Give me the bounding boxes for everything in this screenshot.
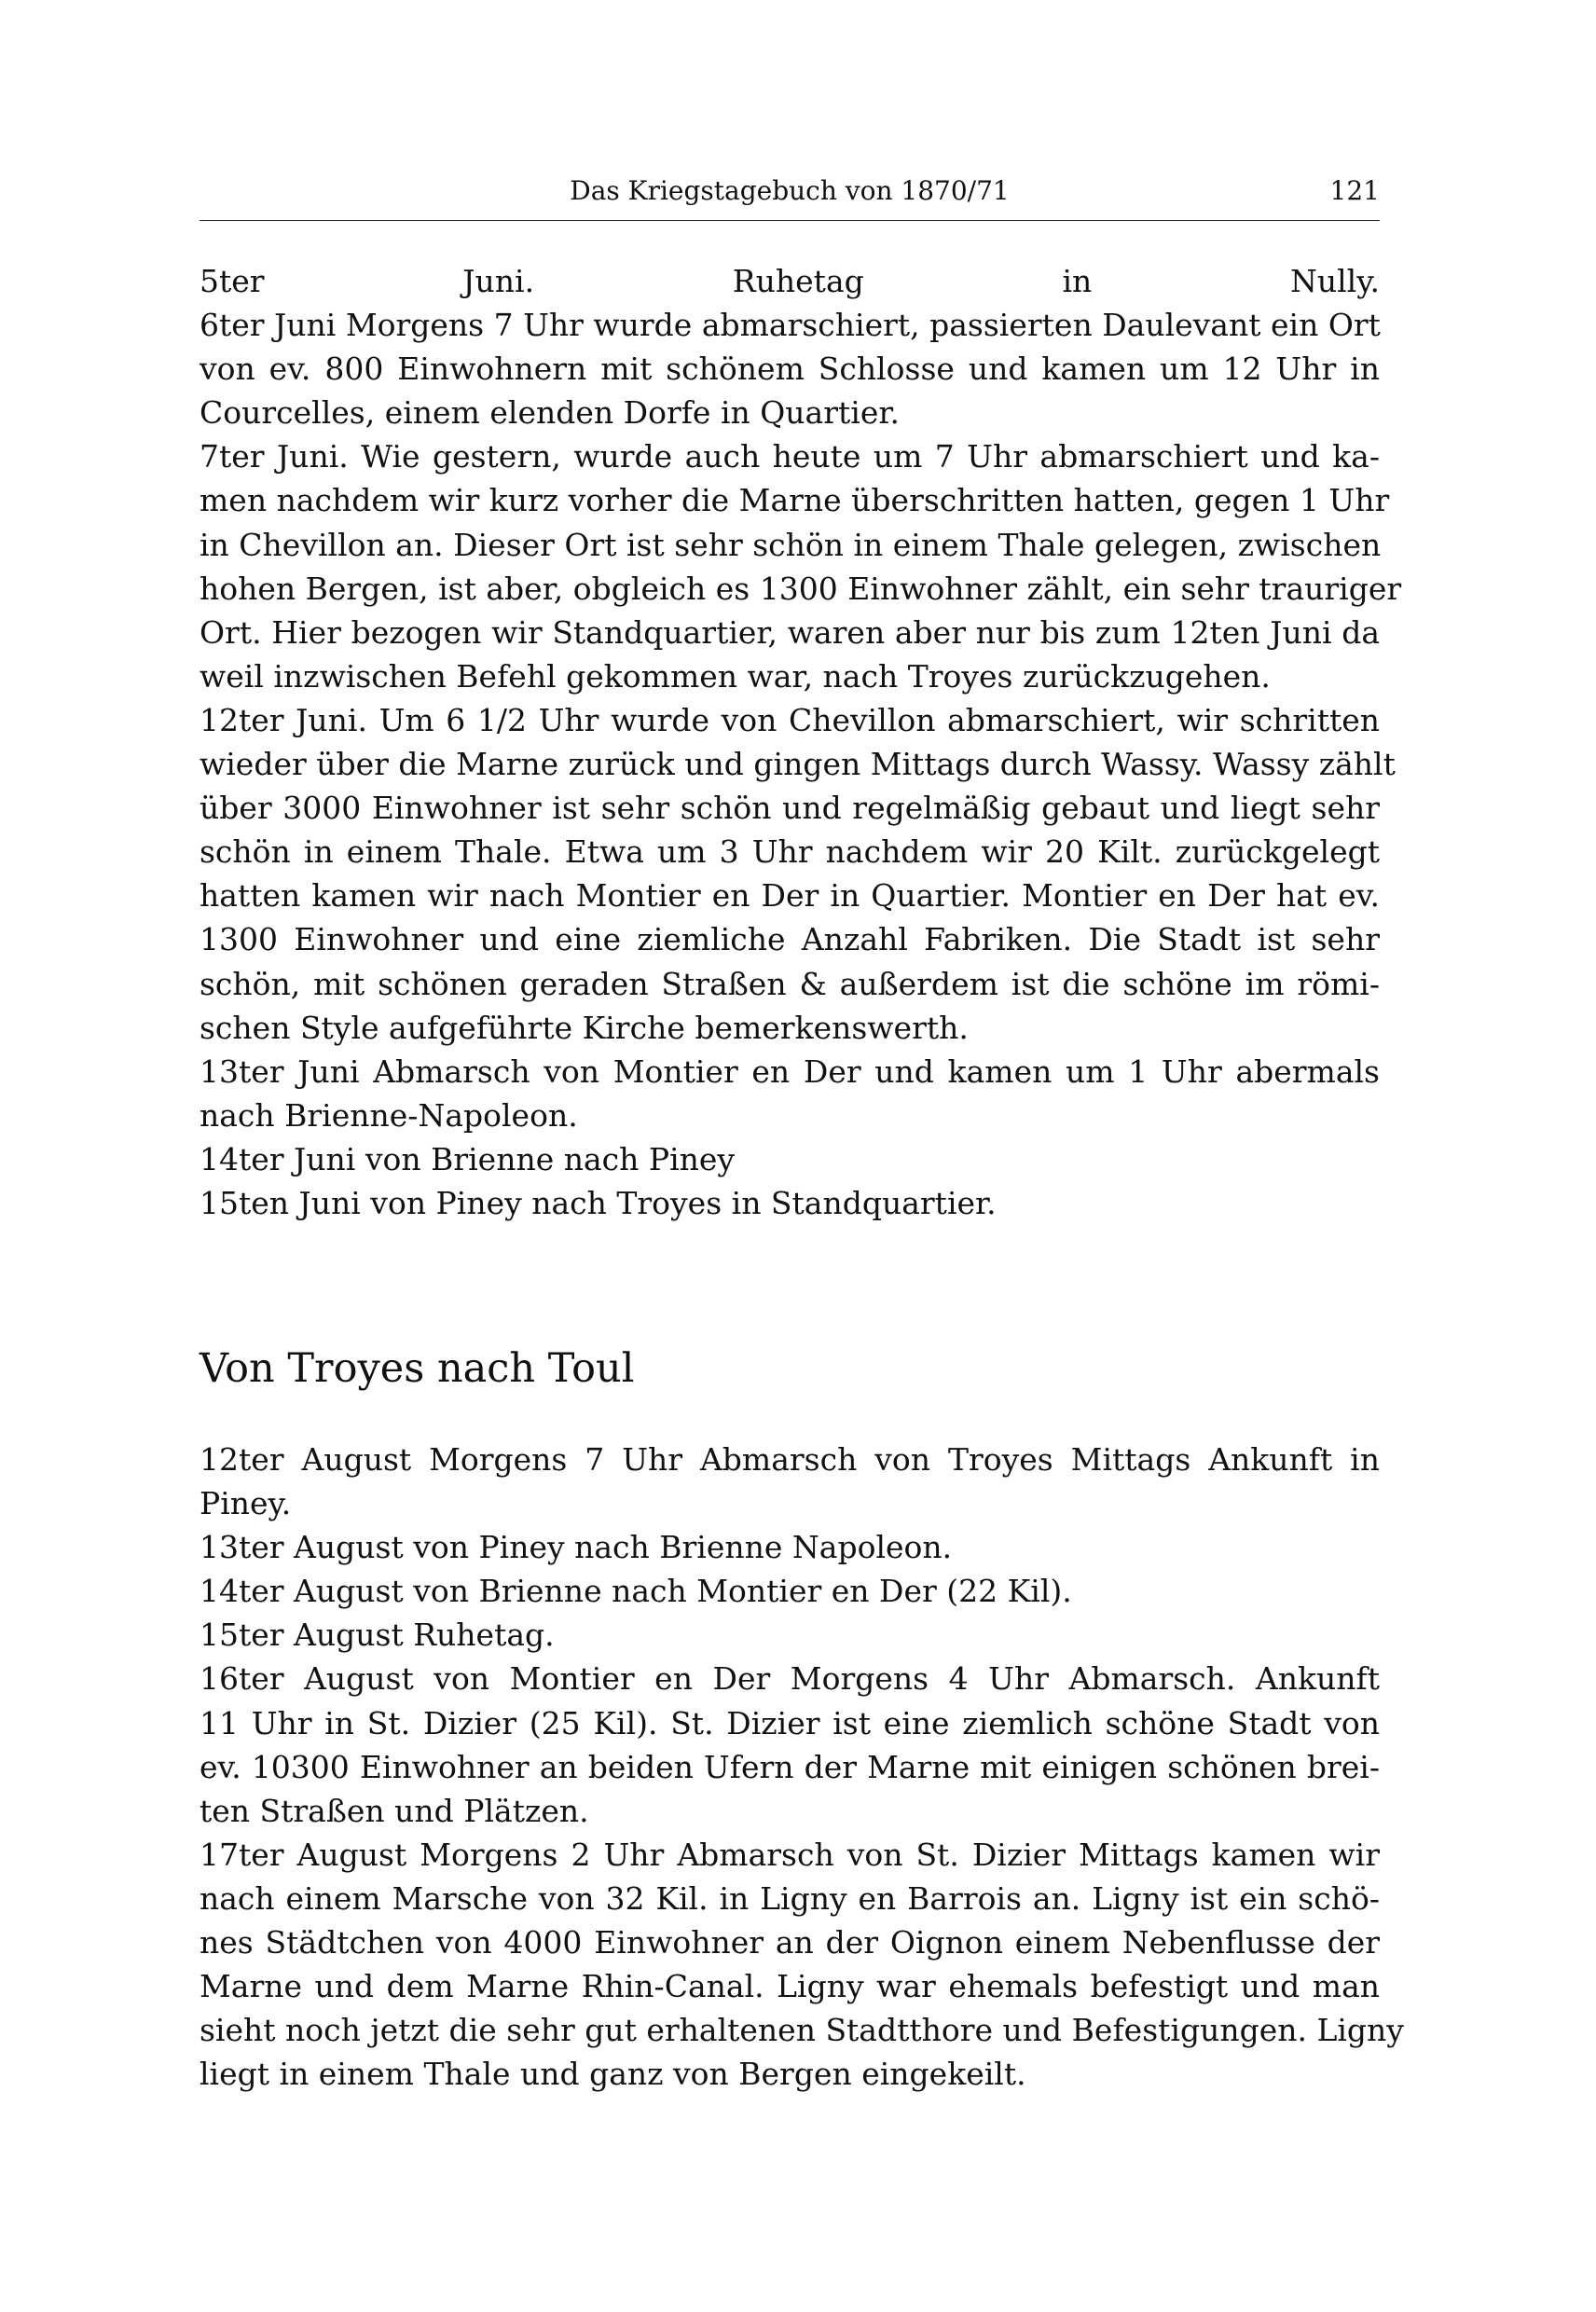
text-line: ten Straßen und Plätzen. <box>200 1792 589 1829</box>
text-line: 5ter Juni. Ruhetag in Nully. <box>200 263 1380 299</box>
text-line: men nachdem wir kurz vorher die Marne überschritten hatten, gegen 1 Uhr <box>200 482 1390 519</box>
text-line: in Chevillon an. Dieser Ort ist sehr schön in einem Thale gelegen, zwischen <box>200 526 1382 563</box>
text-line: 14ter Juni von Brienne nach Piney <box>200 1140 736 1177</box>
text-line: 15ten Juni von Piney nach Troyes in Standquartier. <box>200 1184 997 1221</box>
text-line: nach Brienne-Napoleon. <box>200 1096 578 1134</box>
text-line: sieht noch jetzt die sehr gut erhaltenen Stadtthore und Befestigungen. Ligny <box>200 2012 1404 2049</box>
text-line: 17ter August Morgens 2 Uhr Abmarsch von St. Dizier Mittags kamen wir <box>200 1836 1380 1873</box>
section-heading: Von Troyes nach Toul <box>200 1345 635 1392</box>
text-line: Piney. <box>200 1485 292 1522</box>
text-line: hatten kamen wir nach Montier en Der in Quartier. Montier en Der hat ev. <box>200 877 1380 915</box>
text-line: 13ter August von Piney nach Brienne Napoleon. <box>200 1529 953 1566</box>
text-line: 1300 Einwohner und eine ziemliche Anzahl Fabriken. Die Stadt ist sehr <box>200 921 1380 958</box>
text-line: 6ter Juni Morgens 7 Uhr wurde abmarschiert, passierten Daulevant ein Ort <box>200 307 1381 344</box>
text-line: liegt in einem Thale und ganz von Bergen eingekeilt. <box>200 2056 1026 2093</box>
text-line: schön, mit schönen geraden Straßen & außerdem ist die schöne im römi- <box>200 965 1380 1002</box>
text-line: nach einem Marsche von 32 Kil. in Ligny en Barrois an. Ligny ist ein schö- <box>200 1879 1380 1917</box>
text-line: 12ter August Morgens 7 Uhr Abmarsch von Troyes Mittags Ankunft in <box>200 1441 1380 1478</box>
text-line: 13ter Juni Abmarsch von Montier en Der und kamen um 1 Uhr abermals <box>200 1053 1380 1090</box>
text-line: nes Städtchen von 4000 Einwohner an der Oignon einem Nebenflusse der <box>200 1924 1380 1961</box>
text-line: 7ter Juni. Wie gestern, wurde auch heute um 7 Uhr abmarschiert und ka- <box>200 438 1380 475</box>
text-line: über 3000 Einwohner ist sehr schön und regelmäßig gebaut und liegt sehr <box>200 790 1380 827</box>
text-line: weil inzwischen Befehl gekommen war, nach Troyes zurückzugehen. <box>200 657 1271 695</box>
diary-entries-june <box>200 259 1402 1225</box>
text-line: ev. 10300 Einwohner an beiden Ufern der Marne mit einigen schönen brei- <box>200 1748 1380 1785</box>
text-line: Courcelles, einem elenden Dorfe in Quartier. <box>200 394 900 432</box>
text-line: schen Style aufgeführte Kirche bemerkenswerth. <box>200 1009 969 1046</box>
text-line: 12ter Juni. Um 6 1/2 Uhr wurde von Chevillon abmarschiert, wir schritten <box>200 701 1380 738</box>
running-head <box>200 170 1380 221</box>
diary-entries-august <box>200 1438 1404 2096</box>
page-number: 121 <box>1329 175 1380 206</box>
running-title: Das Kriegstagebuch von 1870/71 <box>570 175 1010 206</box>
text-line: 11 Uhr in St. Dizier (25 Kil). St. Dizier ist eine ziemlich schöne Stadt von <box>200 1704 1380 1741</box>
text-line: Ort. Hier bezogen wir Standquartier, waren aber nur bis zum 12ten Juni da <box>200 613 1380 651</box>
text-line: Marne und dem Marne Rhin-Canal. Ligny war ehemals befestigt und man <box>200 1968 1380 2005</box>
text-line: hohen Bergen, ist aber, obgleich es 1300 Einwohner zählt, ein sehr trauriger <box>200 570 1402 607</box>
text-line: 16ter August von Montier en Der Morgens 4 Uhr Abmarsch. Ankunft <box>200 1660 1380 1698</box>
text-line: 14ter August von Brienne nach Montier en Der (22 Kil). <box>200 1573 1072 1610</box>
text-line: schön in einem Thale. Etwa um 3 Uhr nachdem wir 20 Kilt. zurückgelegt <box>200 833 1380 871</box>
text-line: 15ter August Ruhetag. <box>200 1617 555 1654</box>
text-line: von ev. 800 Einwohnern mit schönem Schlosse und kamen um 12 Uhr in <box>200 351 1380 388</box>
text-line: wieder über die Marne zurück und gingen Mittags durch Wassy. Wassy zählt <box>200 746 1396 783</box>
